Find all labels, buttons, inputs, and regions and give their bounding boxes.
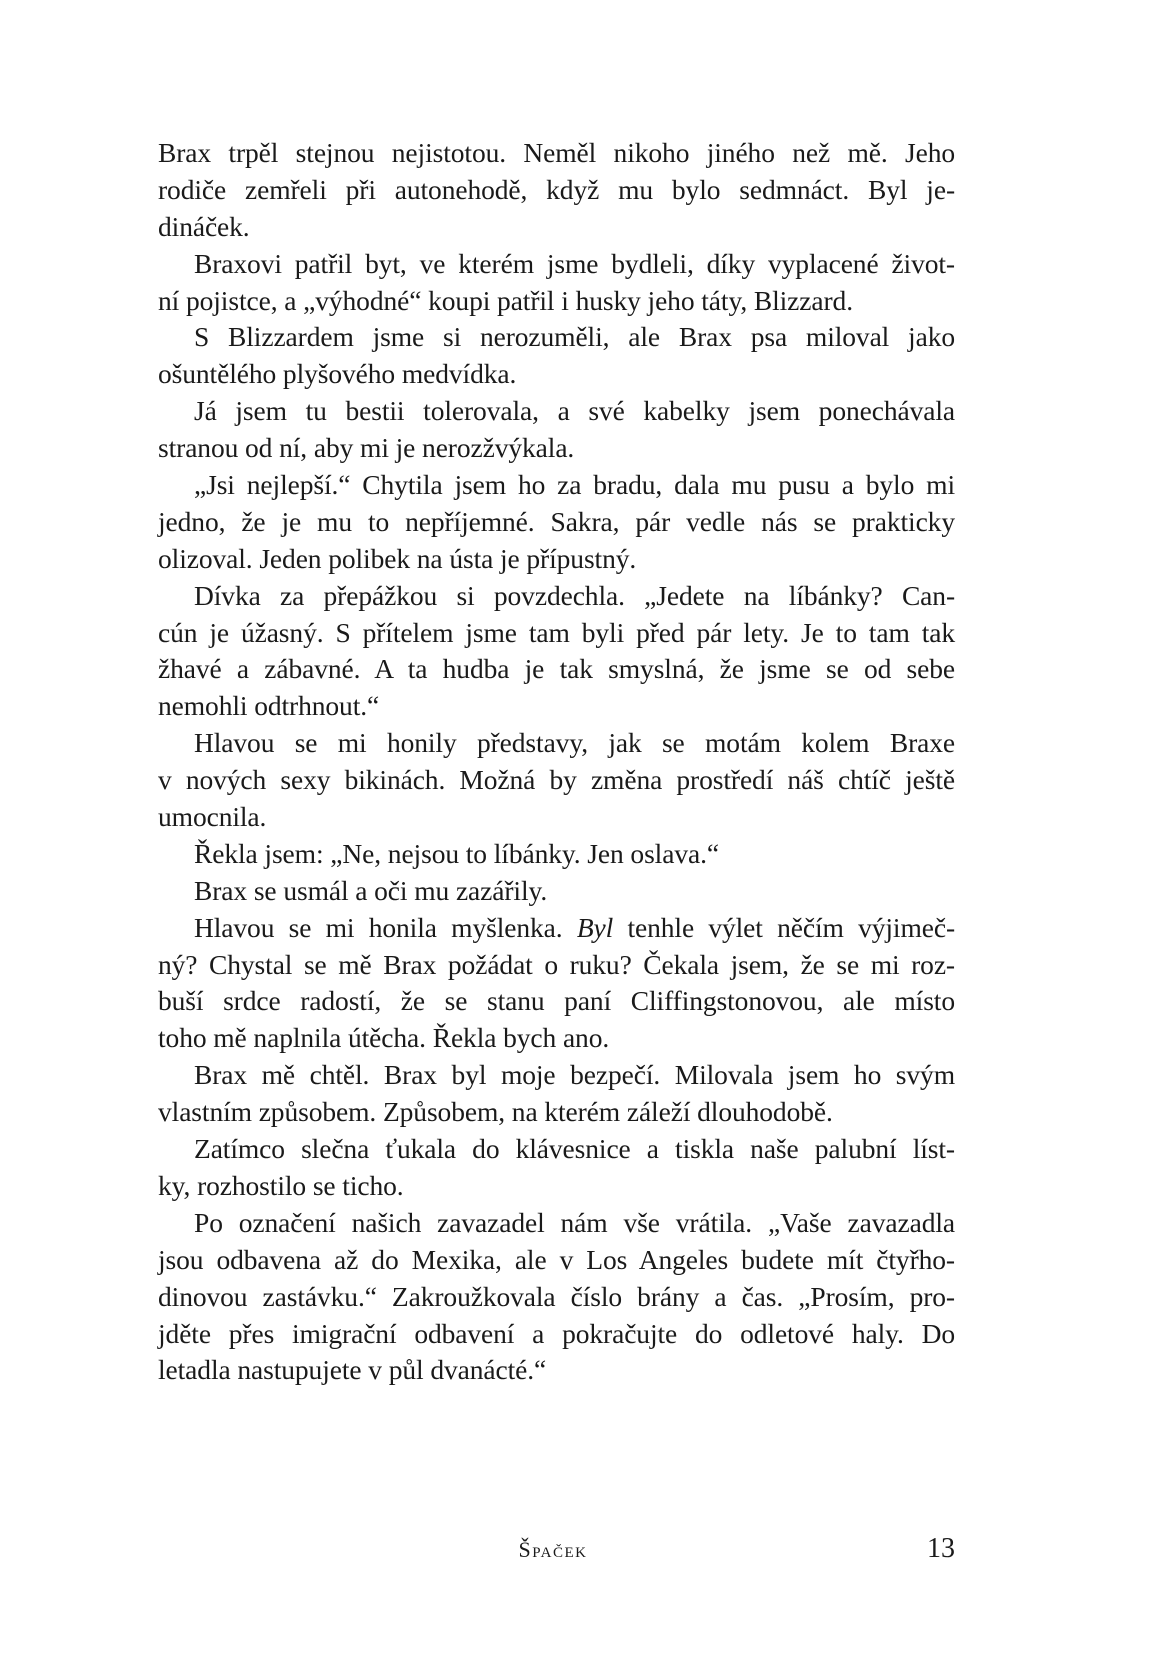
text-run: Hlavou se mi honila myšlenka. [194, 911, 577, 943]
text-line: Braxovi patřil byt, ve kterém jsme bydleli, díky vyplacené život- [194, 247, 955, 279]
text-line: Já jsem tu bestii tolerovala, a své kabelky jsem ponechávala [194, 395, 955, 427]
text-line: Brax se usmál a oči mu zazářily. [194, 874, 548, 906]
paragraph [158, 578, 955, 726]
paragraph [158, 836, 955, 873]
text-line: „Jsi nejlepší.“ Chytila jsem ho za bradu, dala mu pusu a bylo mi [194, 469, 955, 501]
paragraph [158, 393, 955, 467]
text-line: rodiče zemřeli při autonehodě, když mu bylo sedmnáct. Byl je- [158, 173, 955, 205]
text-line: v nových sexy bikinách. Možná by změna prostředí náš chtíč ještě [158, 764, 955, 796]
paragraph [158, 246, 955, 320]
text-line: olizoval. Jeden polibek na ústa je přípustný. [158, 542, 637, 574]
text-line: jděte přes imigrační odbavení a pokračujte do odletové haly. Do [158, 1317, 955, 1349]
paragraph [158, 1131, 955, 1205]
text-line: Hlavou se mi honily představy, jak se motám kolem Braxe [194, 727, 955, 759]
text-line: Brax mě chtěl. Brax byl moje bezpečí. Milovala jsem ho svým [194, 1059, 955, 1091]
text-line: cún je úžasný. S přítelem jsme tam byli před pár lety. Je to tam tak [158, 616, 955, 648]
text-line: Dívka za přepážkou si povzdechla. „Jedete na líbánky? Can- [194, 579, 955, 611]
text-line: Po označení našich zavazadel nám vše vrátila. „Vaše zavazadla [194, 1206, 955, 1238]
paragraph [158, 135, 955, 246]
paragraph [158, 467, 955, 578]
paragraph [158, 1057, 955, 1131]
running-footer-title: Špaček [518, 1537, 588, 1562]
text-line: jsou odbavena až do Mexika, ale v Los Angeles budete mít čtyřho- [158, 1243, 955, 1275]
text-line: Zatímco slečna ťukala do klávesnice a tiskla naše palubní líst- [194, 1133, 955, 1165]
text-line: Řekla jsem: „Ne, nejsou to líbánky. Jen oslava.“ [194, 837, 719, 869]
text-line [158, 910, 955, 947]
text-line: buší srdce radostí, že se stanu paní Cliffingstonovou, ale místo [158, 985, 955, 1017]
text-line: ky, rozhostilo se ticho. [158, 1169, 404, 1201]
text-line: vlastním způsobem. Způsobem, na kterém záleží dlouhodobě. [158, 1096, 833, 1128]
text-line: toho mě naplnila útěcha. Řekla bych ano. [158, 1022, 610, 1054]
text-line: dináček. [158, 210, 250, 242]
paragraph [158, 873, 955, 910]
text-line: žhavé a zábavné. A ta hudba je tak smyslná, že jsme se od sebe [158, 653, 955, 685]
text-line: jedno, že je mu to nepříjemné. Sakra, pár vedle nás se prakticky [158, 505, 955, 537]
paragraph [158, 319, 955, 393]
body-text [158, 135, 955, 1389]
text-line: Brax trpěl stejnou nejistotou. Neměl nikoho jiného než mě. Jeho [158, 137, 955, 168]
paragraph [158, 725, 955, 836]
text-line: letadla nastupujete v půl dvanácté.“ [158, 1354, 547, 1386]
text-line: ní pojistce, a „výhodné“ koupi patřil i husky jeho táty, Blizzard. [158, 284, 853, 316]
text-run: tenhle výlet něčím výjimeč- [613, 911, 956, 943]
text-line: dinovou zastávku.“ Zakroužkovala číslo brány a čas. „Prosím, pro- [158, 1280, 955, 1312]
paragraph [158, 910, 955, 1058]
italic-emphasis: Byl [576, 911, 614, 943]
text-line: nemohli odtrhnout.“ [158, 690, 380, 722]
paragraph [158, 1205, 955, 1389]
text-line: S Blizzardem jsme si nerozuměli, ale Brax psa miloval jako [194, 321, 955, 353]
page-number: 13 [927, 1533, 955, 1564]
text-line: umocnila. [158, 801, 267, 833]
text-line: stranou od ní, aby mi je nerozžvýkala. [158, 432, 575, 464]
text-line: ošuntělého plyšového medvídka. [158, 358, 517, 390]
text-line: ný? Chystal se mě Brax požádat o ruku? Čekala jsem, že se mi roz- [158, 948, 955, 980]
